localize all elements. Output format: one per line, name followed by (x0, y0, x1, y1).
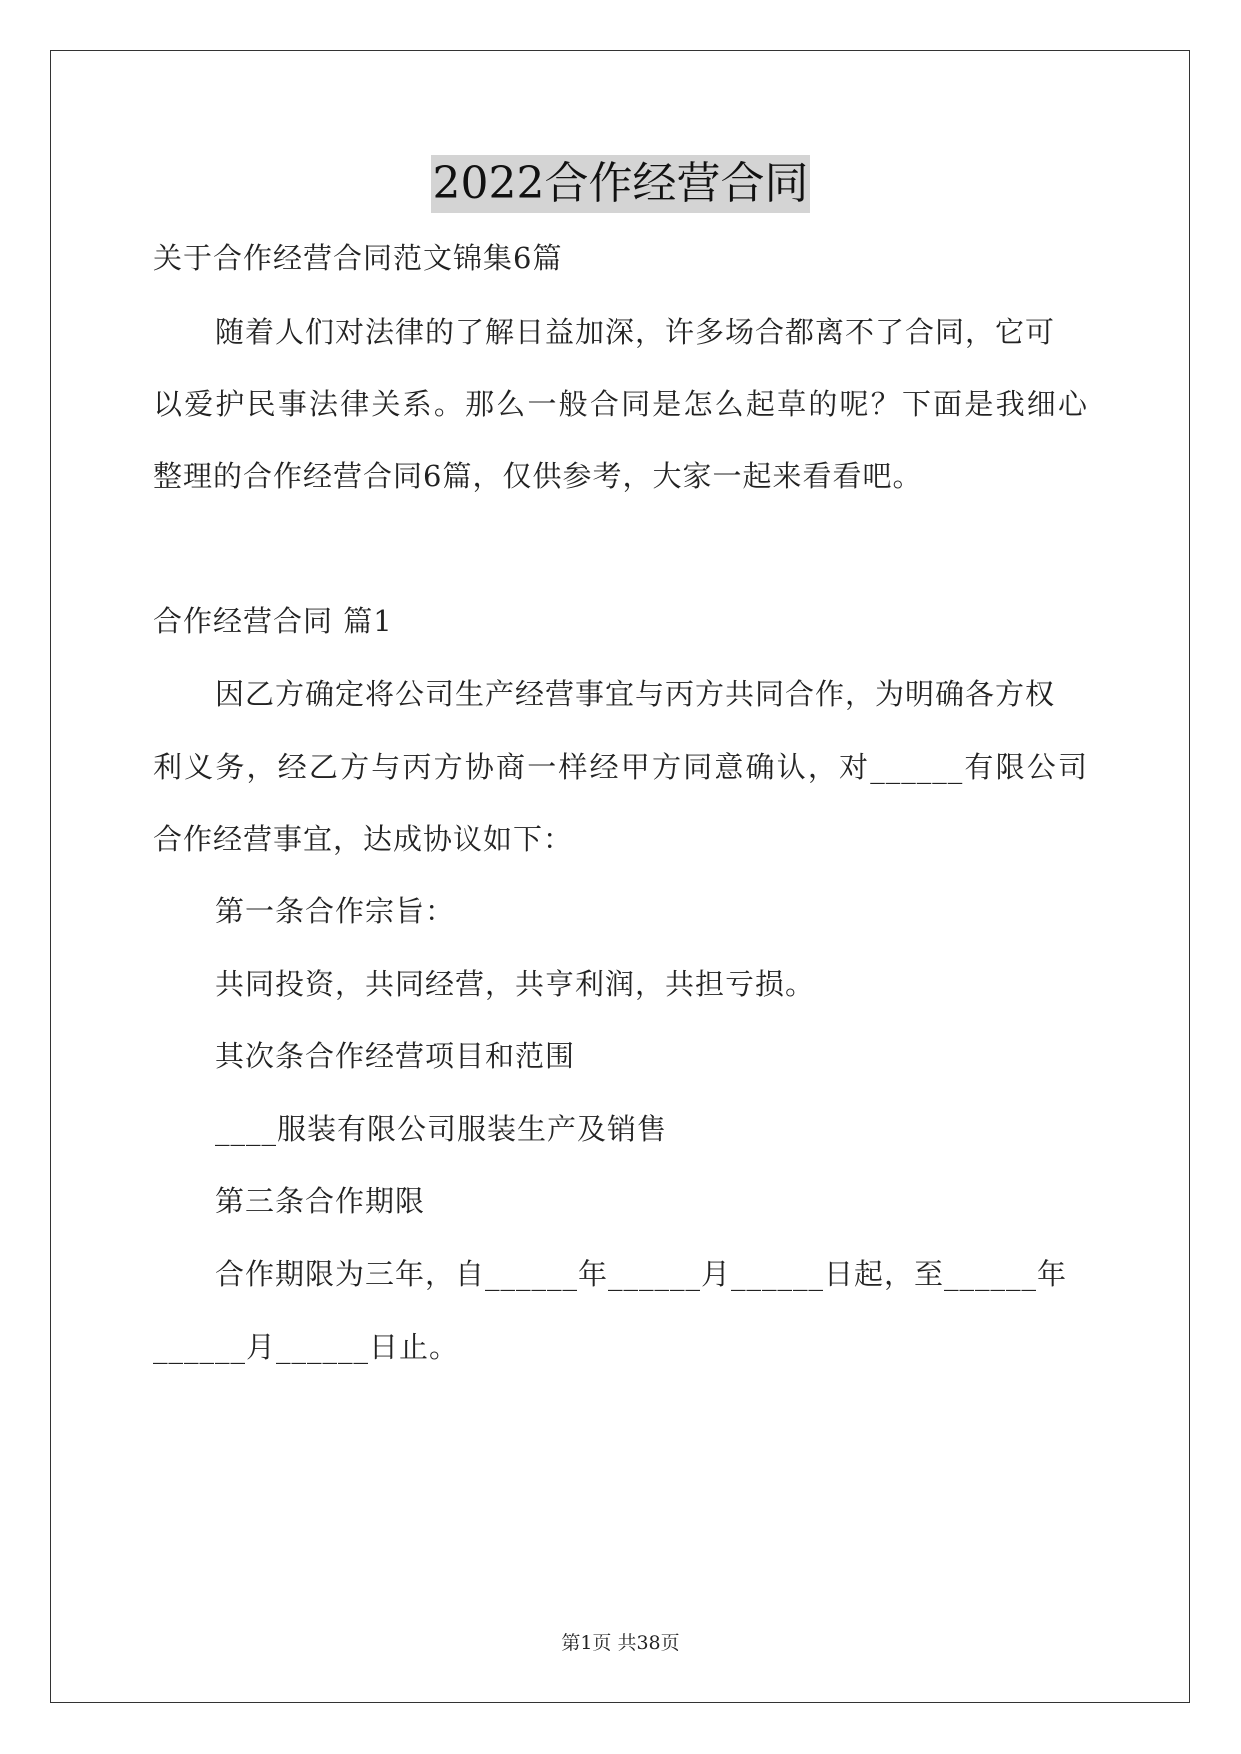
page-border (50, 50, 1190, 1703)
paragraph-line: 合作期限为三年，自______年______月______日起，至______年 (215, 1257, 1068, 1291)
paragraph-line: 合作经营事宜，达成协议如下： (153, 822, 574, 856)
paragraph-line: 利义务，经乙方与丙方协商一样经甲方同意确认，对______有限公司 (153, 750, 1088, 784)
paragraph-line: ______月______日止。 (153, 1330, 460, 1364)
subtitle-line: 关于合作经营合同范文锦集6篇 (153, 241, 563, 275)
paragraph-line: 因乙方确定将公司生产经营事宜与丙方共同合作，为明确各方权 (215, 677, 1056, 711)
paragraph-line: 随着人们对法律的了解日益加深，许多场合都离不了合同，它可 (215, 315, 1056, 349)
page-footer: 第1页 共38页 (561, 1632, 680, 1654)
article-heading: 第一条合作宗旨： (215, 894, 456, 928)
article-heading: 第三条合作期限 (215, 1184, 426, 1218)
paragraph-line: 共同投资，共同经营，共亨利润，共担亏损。 (215, 967, 816, 1001)
section-heading: 合作经营合同 篇1 (153, 604, 393, 638)
article-heading: 其次条合作经营项目和范围 (215, 1039, 576, 1073)
paragraph-line: 整理的合作经营合同6篇，仅供参考，大家一起来看看吧。 (153, 459, 923, 493)
title-container (0, 155, 1241, 213)
paragraph-line: 以爱护民事法律关系。那么一般合同是怎么起草的呢？下面是我细心 (153, 387, 1088, 421)
document-title: 2022合作经营合同 (431, 155, 811, 213)
paragraph-line: ____服装有限公司服装生产及销售 (215, 1112, 668, 1146)
